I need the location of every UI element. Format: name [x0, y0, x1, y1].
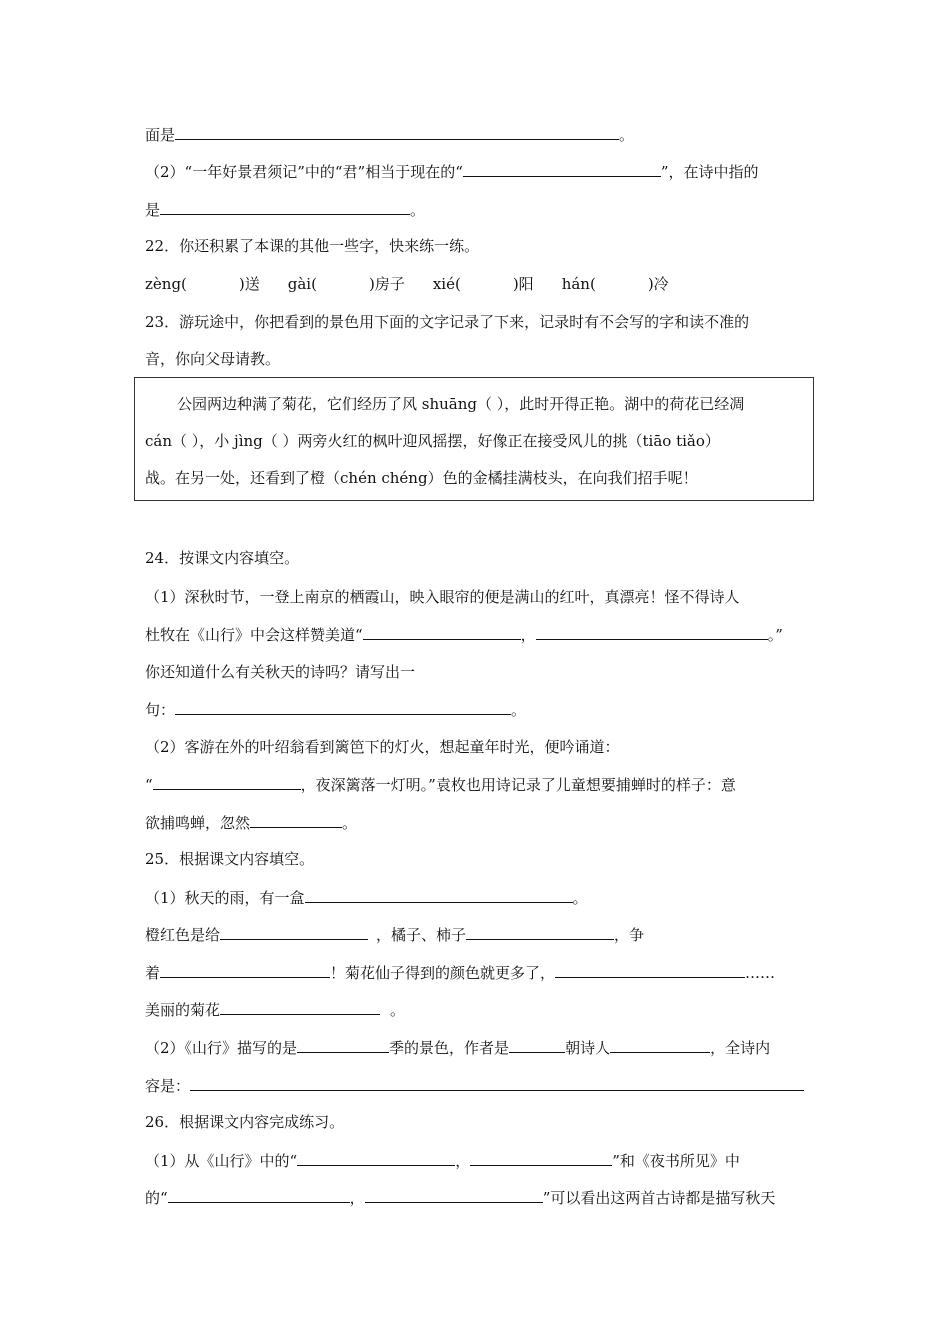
- q25-p1-line-3: 着 ！菊花仙子得到的颜色就更多了， ……: [145, 964, 776, 982]
- answer-blank[interactable]: [466, 924, 614, 940]
- answer-blank[interactable]: [363, 624, 521, 640]
- q24-title: 24．按课文内容填空。: [145, 549, 300, 567]
- q25-p2-line-2: 容是：: [145, 1075, 804, 1096]
- answer-blank[interactable]: [168, 1187, 350, 1203]
- q24-p1-line-3: 你还知道什么有关秋天的诗吗？请写出一: [145, 663, 416, 681]
- answer-blank[interactable]: [220, 999, 380, 1015]
- q21-line-3: 是 。: [145, 201, 426, 219]
- answer-blank[interactable]: [536, 624, 768, 640]
- q26-title: 26．根据课文内容完成练习。: [145, 1113, 345, 1131]
- q22-items: zèng( )送 gài( )房子 xié( )阳 hán( )冷: [145, 275, 669, 293]
- answer-blank[interactable]: [175, 699, 511, 715]
- q21-line-1: 面是 。: [145, 126, 635, 144]
- q23-passage-box: [134, 377, 814, 501]
- q25-p2-line-1: （2）《山行》描写的是 季的景色，作者是 朝诗人 ，全诗内: [145, 1039, 771, 1057]
- q24-p2-line-2: “ ，夜深篱落一灯明。”袁枚也用诗记录了儿童想要捕蝉时的样子：意: [145, 776, 736, 794]
- q24-p2-line-1: （2）客游在外的叶绍翁看到篱笆下的灯火，想起童年时光，便吟诵道：: [145, 738, 620, 756]
- answer-blank[interactable]: [470, 1150, 612, 1166]
- q24-p1-line-1: （1）深秋时节，一登上南京的栖霞山，映入眼帘的便是满山的红叶，真漂亮！怪不得诗人: [145, 588, 740, 606]
- q23-title-line-2: 音，你向父母请教。: [145, 350, 281, 368]
- answer-blank[interactable]: [610, 1037, 710, 1053]
- q26-line-1: （1）从《山行》中的“ ， ”和《夜书所见》中: [145, 1152, 740, 1170]
- passage-line-3: 战。在另一处，还看到了橙（chén chéng）色的金橘挂满枝头，在向我们招手呢！: [145, 469, 698, 487]
- q25-p1-line-1: （1）秋天的雨，有一盒 。: [145, 889, 588, 907]
- q26-line-2: 的“ ， ”可以看出这两首古诗都是描写秋天: [145, 1189, 776, 1207]
- q24-p2-line-3: 欲捕鸣蝉，忽然 。: [145, 814, 358, 832]
- answer-blank[interactable]: [160, 199, 410, 215]
- q25-title: 25．根据课文内容填空。: [145, 850, 315, 868]
- answer-blank[interactable]: [250, 812, 342, 828]
- q25-p1-line-4: 美丽的菊花 。: [145, 1001, 406, 1019]
- q23-title-line-1: 23．游玩途中，你把看到的景色用下面的文字记录了下来，记录时有不会写的字和读不准的: [145, 313, 750, 331]
- q25-p1-line-2: 橙红色是给 ，橘子、柿子 ，争: [145, 926, 645, 944]
- q22-title: 22．你还积累了本课的其他一些字，快来练一练。: [145, 237, 480, 255]
- answer-blank[interactable]: [555, 962, 745, 978]
- answer-blank[interactable]: [220, 924, 368, 940]
- answer-blank[interactable]: [305, 887, 573, 903]
- answer-blank[interactable]: [297, 1037, 389, 1053]
- answer-blank[interactable]: [160, 962, 330, 978]
- answer-blank[interactable]: [175, 124, 619, 140]
- q24-p1-line-2: 杜牧在《山行》中会这样赞美道“ ， 。”: [145, 626, 783, 644]
- answer-blank[interactable]: [153, 774, 301, 790]
- answer-blank[interactable]: [297, 1150, 455, 1166]
- answer-blank[interactable]: [365, 1187, 543, 1203]
- q24-p1-line-4: 句： 。: [145, 701, 527, 719]
- passage-line-1: 公园两边种满了菊花，它们经历了风 shuāng（ ），此时开得正艳。湖中的荷花已经凋: [177, 395, 745, 413]
- answer-blank[interactable]: [509, 1037, 565, 1053]
- q21-line-2: （2）“一年好景君须记”中的“君”相当于现在的“ ”，在诗中指的: [145, 163, 759, 181]
- passage-line-2: cán（ ），小 jìng（ ）两旁火红的枫叶迎风摇摆，好像正在接受风儿的挑（tiāo tiǎo）: [145, 432, 720, 450]
- answer-blank[interactable]: [190, 1075, 804, 1091]
- answer-blank[interactable]: [463, 161, 661, 177]
